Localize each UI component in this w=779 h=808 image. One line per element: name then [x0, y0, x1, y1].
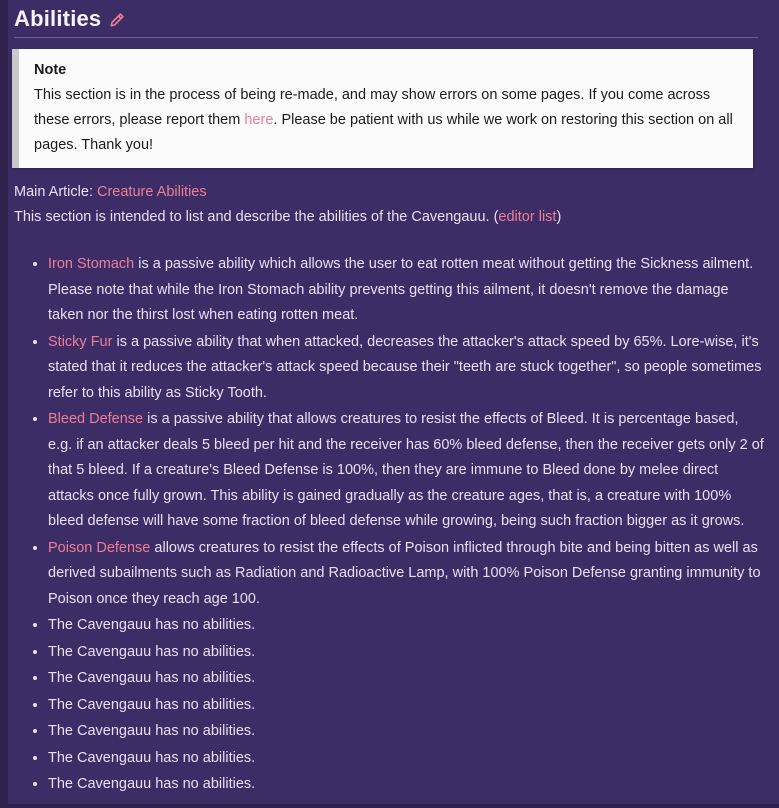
ability-link[interactable]: Poison Defense	[48, 539, 151, 556]
ability-item	[48, 251, 765, 329]
intro-line	[14, 205, 765, 230]
editor-list-link[interactable]: editor list	[498, 209, 557, 225]
ability-text: The Cavengauu has no abilities.	[48, 670, 256, 686]
ability-item	[48, 612, 765, 639]
ability-link[interactable]: Sticky Fur	[48, 333, 113, 350]
intro-text-after: )	[556, 209, 562, 225]
ability-item	[48, 535, 765, 613]
ability-text: The Cavengauu has no abilities.	[48, 723, 256, 739]
article-content	[8, 0, 779, 804]
ability-item	[48, 639, 765, 666]
ability-text: The Cavengauu has no abilities.	[48, 776, 256, 792]
notice-body	[34, 83, 737, 158]
ability-item	[48, 406, 765, 535]
ability-text: The Cavengauu has no abilities.	[48, 643, 256, 660]
section-heading	[14, 4, 758, 38]
section-title-text: Abilities	[14, 6, 102, 31]
ability-item	[48, 718, 765, 745]
main-article-prefix: Main Article:	[14, 184, 97, 200]
notice-box	[12, 49, 753, 168]
abilities-list	[8, 251, 765, 798]
ability-text: The Cavengauu has no abilities.	[48, 617, 256, 633]
ability-item	[48, 665, 765, 692]
ability-text: allows creatures to resist the effects of Poison inflicted through bite and being bitten as well as derived subailments such as Radiation and Radioactive Lamp, with 100% Poison Defense granting immunity to Poison once they reach age 100.	[48, 539, 761, 607]
ability-text: is a passive ability that allows creatures to resist the effects of Bleed. It is percentage based, e.g. if an attacker deals 5 bleed per hit and the receiver has 60% bleed defense, then the receiver gets only 2 of that 5 bleed. If a creature's Bleed Defense is 100%, then they are immune to Bleed done by melee direct attacks once fully grown. This ability is gained gradually as the creature ages, that is, a creature with 100% bleed defense will have some fraction of bleed defense while growing, being such fraction bigger as it grows.	[48, 411, 764, 529]
ability-text: The Cavengauu has no abilities.	[48, 696, 256, 713]
edit-pencil-icon[interactable]	[110, 12, 125, 27]
ability-link[interactable]: Iron Stomach	[48, 256, 135, 272]
notice-title: Note	[34, 62, 67, 78]
ability-item	[48, 771, 765, 798]
intro-text-before: This section is intended to list and describe the abilities of the Cavengauu. (	[14, 209, 499, 225]
notice-text-after: . Please be patient with us while we work on restoring this section on all pages. Thank you!	[34, 112, 733, 153]
ability-text: is a passive ability that when attacked, decreases the attacker's attack speed by 65%. Lore-wise, it's stated that it reduces the attacker's attack speed because their "teeth are stuck together", so people sometimes refer to this ability as Sticky Tooth.	[48, 333, 762, 401]
report-here-link[interactable]: here	[244, 112, 274, 128]
ability-link[interactable]: Bleed Defense	[48, 411, 144, 427]
creature-abilities-link[interactable]: Creature Abilities	[97, 184, 207, 200]
main-article-line	[14, 180, 765, 205]
ability-item	[48, 329, 765, 407]
ability-text: The Cavengauu has no abilities.	[48, 749, 256, 766]
ability-text: is a passive ability which allows the user to eat rotten meat without getting the Sickness ailment. Please note that while the Iron Stomach ability prevents getting this ailment, it doesn't remove the damage taken nor the thirst lost when eating rotten meat.	[48, 256, 754, 323]
ability-item	[48, 692, 765, 719]
page-title	[14, 6, 758, 32]
ability-item	[48, 745, 765, 772]
notice-text-before: This section is in the process of being re-made, and may show errors on some pages. If you come across these errors, please report them	[34, 87, 711, 128]
